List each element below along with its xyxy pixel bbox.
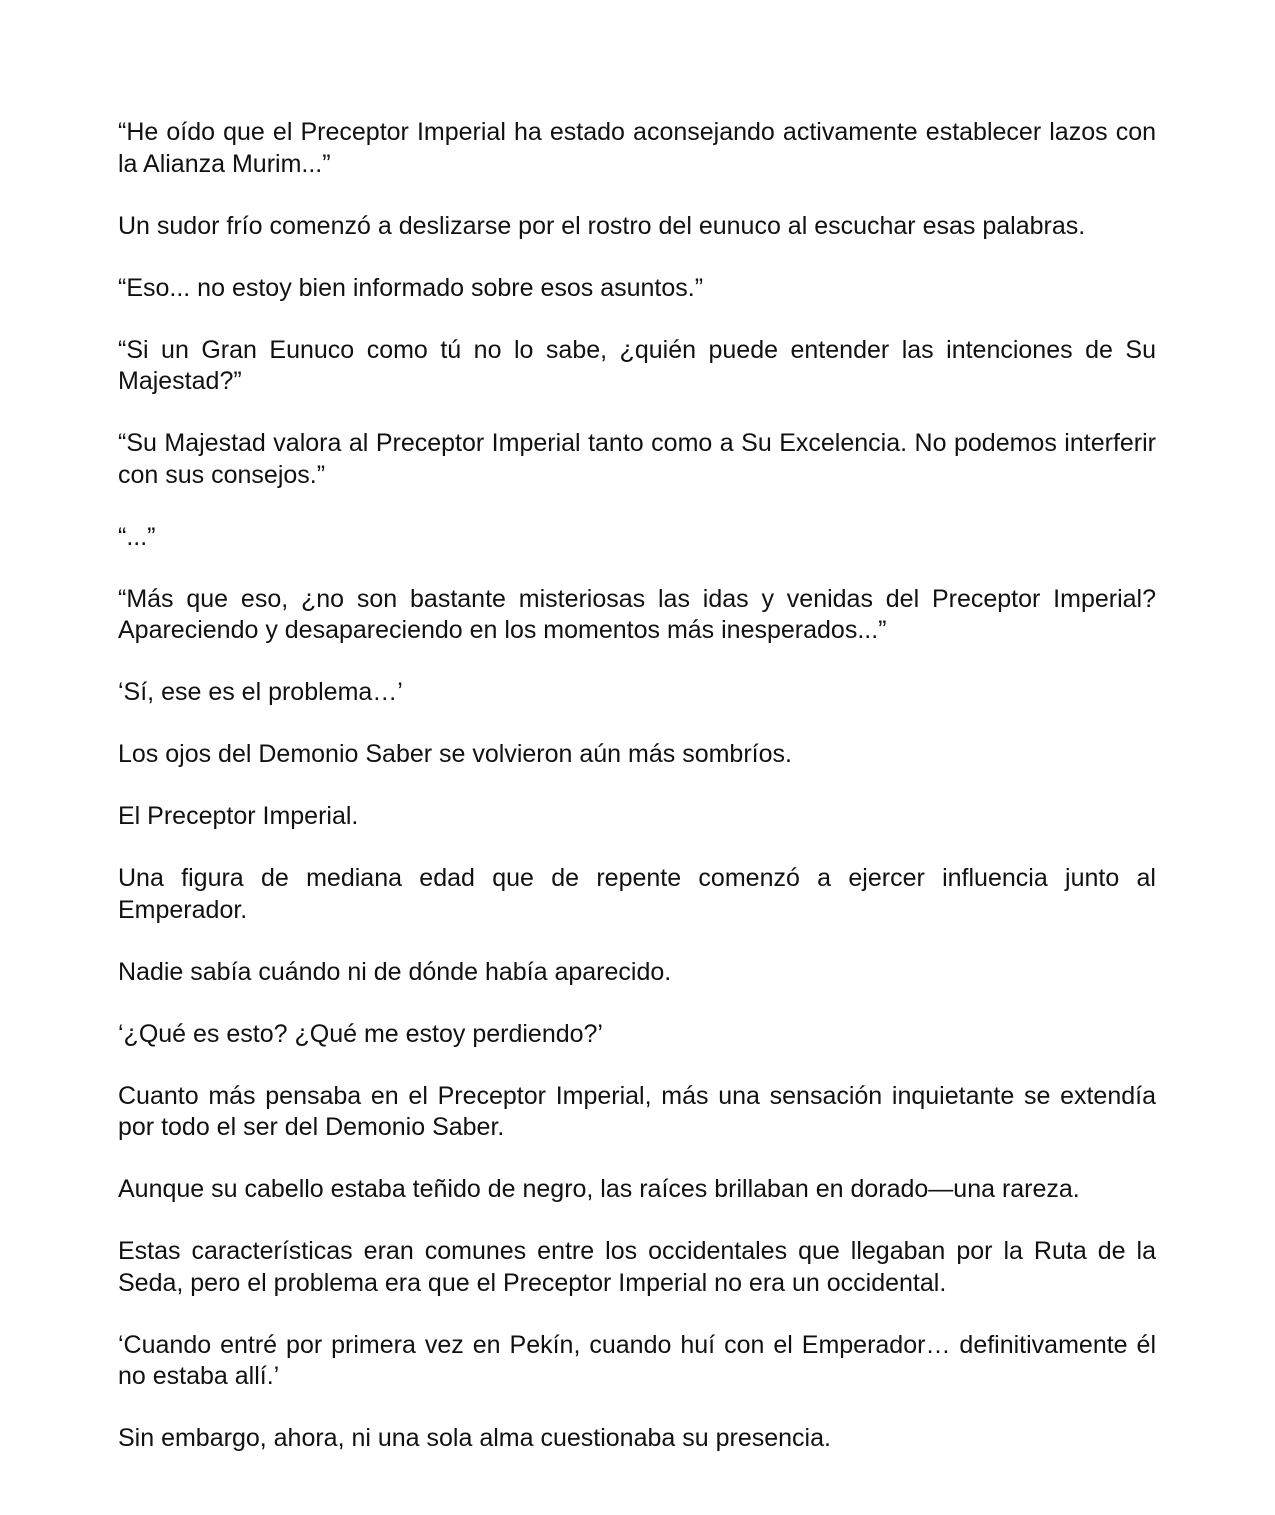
paragraph-1: “He oído que el Preceptor Imperial ha estado aconsejando activamente establecer lazos con la Alianza Murim...” (118, 118, 1156, 178)
paragraph-16: Estas características eran comunes entre los occidentales que llegaban por la Ruta de la Seda, pero el problema era que el Preceptor Imperial no era un occidental. (118, 1237, 1156, 1297)
paragraph-2: Un sudor frío comenzó a deslizarse por el rostro del eunuco al escuchar esas palabras. (118, 211, 1086, 240)
paragraph-12: Nadie sabía cuándo ni de dónde había aparecido. (118, 957, 672, 986)
paragraph-18: Sin embargo, ahora, ni una sola alma cuestionaba su presencia. (118, 1424, 831, 1452)
paragraph-6: “...” (118, 522, 156, 551)
paragraph-15: Aunque su cabello estaba teñido de negro, las raíces brillaban en dorado—una rareza. (118, 1175, 1080, 1203)
paragraph-8: ‘Sí, ese es el problema…’ (118, 678, 403, 706)
paragraph-14: Cuanto más pensaba en el Preceptor Imperial, más una sensación inquietante se extendía por todo el ser del Demonio Saber. (118, 1081, 1156, 1141)
paragraph-7: “Más que eso, ¿no son bastante misteriosas las idas y venidas del Preceptor Imperial? Apareciendo y desapareciendo en los momentos más inesperados...” (118, 584, 1156, 644)
paragraph-9: Los ojos del Demonio Saber se volvieron aún más sombríos. (118, 740, 792, 768)
paragraph-3: “Eso... no estoy bien informado sobre esos asuntos.” (118, 273, 704, 302)
paragraph-17: ‘Cuando entré por primera vez en Pekín, cuando huí con el Emperador… definitivamente él no estaba allí.’ (118, 1330, 1156, 1390)
paragraph-4: “Si un Gran Eunuco como tú no lo sabe, ¿quién puede entender las intenciones de Su Majestad?” (118, 335, 1156, 395)
paragraph-11: Una figura de mediana edad que de repente comenzó a ejercer influencia junto al Emperador. (118, 864, 1156, 924)
document-body (118, 117, 1156, 1485)
paragraph-10: El Preceptor Imperial. (118, 802, 359, 830)
paragraph-5: “Su Majestad valora al Preceptor Imperial tanto como a Su Excelencia. No podemos interferir con sus consejos.” (118, 429, 1156, 489)
paragraph-13: ‘¿Qué es esto? ¿Qué me estoy perdiendo?’ (118, 1019, 603, 1048)
